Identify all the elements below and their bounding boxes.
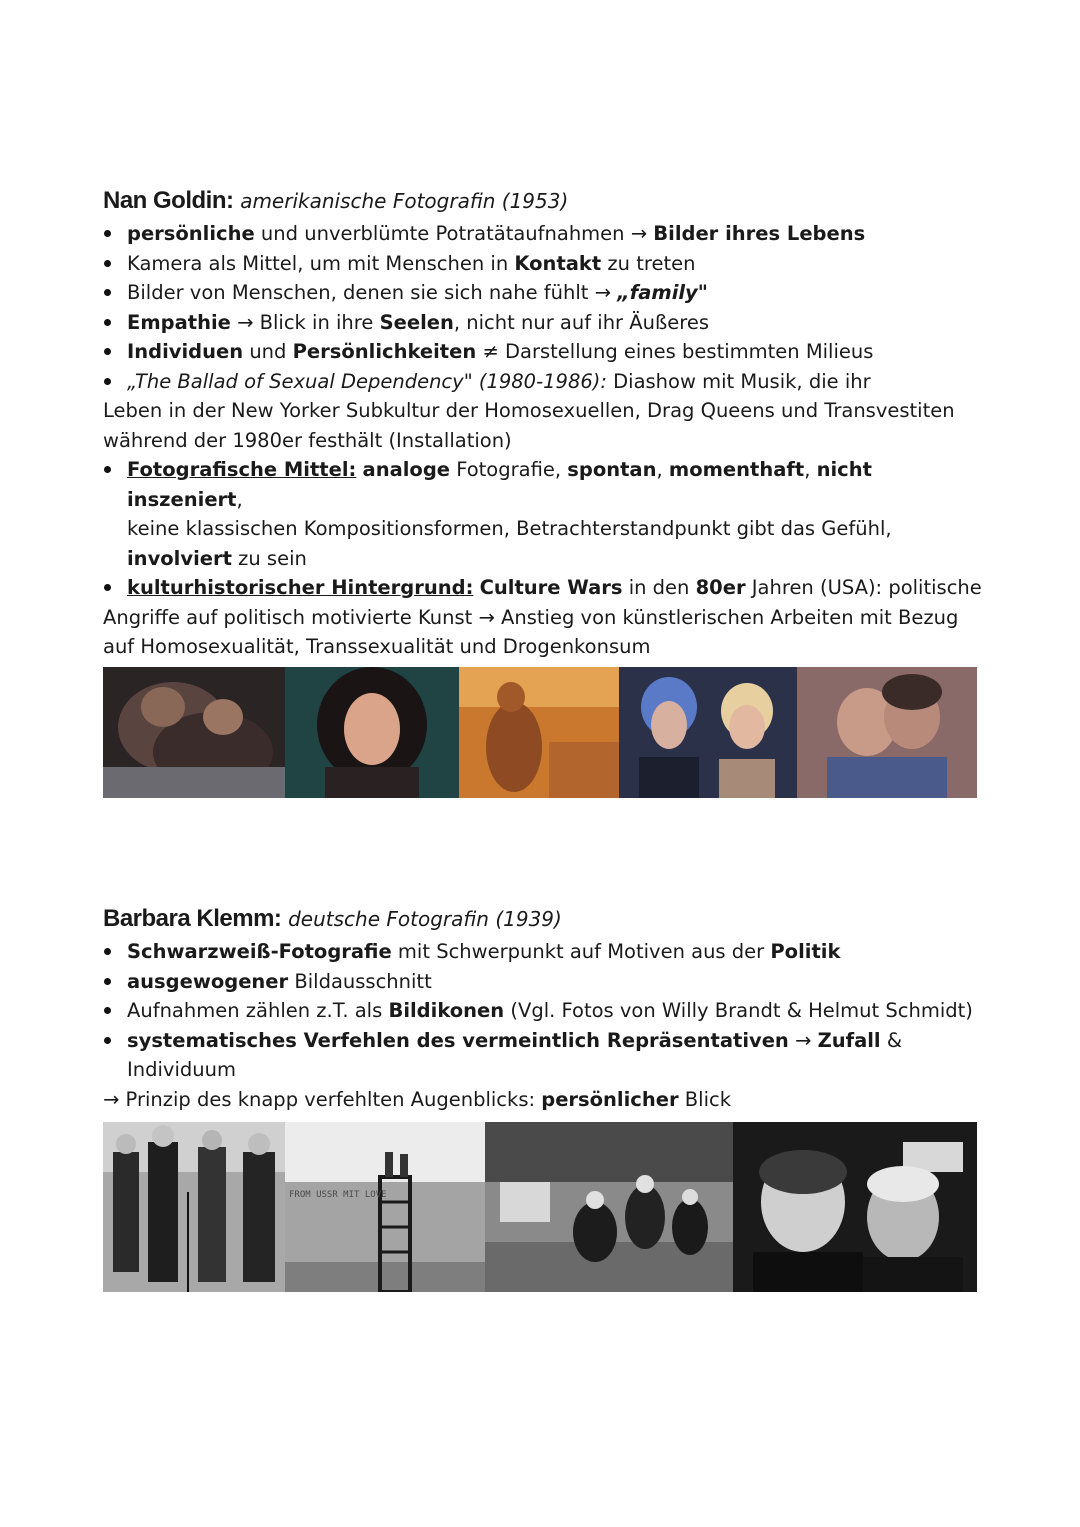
goldin-photo-embrace — [103, 667, 285, 798]
goldin-photo-drag-queens — [619, 667, 797, 798]
goldin-bullet-6: „The Ballad of Sexual Dependency" (1980-1986): Diashow mit Musik, die ihr — [103, 367, 983, 397]
klemm-bullet-3: Aufnahmen zählen z.T. als Bildikonen (Vgl. Fotos von Willy Brandt & Helmut Schmidt) — [103, 996, 983, 1026]
goldin-heading: Nan Goldin: amerikanische Fotografin (1953) — [103, 187, 569, 214]
klemm-bullet-4: systematisches Verfehlen des vermeintlich Repräsentativen → Zufall & Individuum — [103, 1026, 983, 1085]
klemm-section — [103, 904, 983, 1114]
goldin-bullet-3: Bilder von Menschen, denen sie sich nahe fühlt → „family" — [103, 278, 983, 308]
goldin-photo-portrait — [285, 667, 459, 798]
klemm-principle-line: → Prinzip des knapp verfehlten Augenblicks: persönlicher Blick — [103, 1087, 732, 1111]
klemm-heading: Barbara Klemm: deutsche Fotografin (1939) — [103, 905, 562, 932]
klemm-name: Barbara Klemm — [103, 905, 274, 932]
goldin-bullet-5: Individuen und Persönlichkeiten ≠ Darstellung eines bestimmten Milieus — [103, 337, 983, 367]
klemm-photo-riot — [485, 1122, 733, 1292]
goldin-bullet-2: Kamera als Mittel, um mit Menschen in Kontakt zu treten — [103, 249, 983, 279]
goldin-bullet-6-cont-2: während der 1980er festhält (Installation) — [103, 428, 512, 452]
goldin-bullet-1: persönliche und unverblümte Potratätaufnahmen → Bilder ihres Lebens — [103, 219, 983, 249]
klemm-bullet-1: Schwarzweiß-Fotografie mit Schwerpunkt auf Motiven aus der Politik — [103, 937, 983, 967]
goldin-photo-room — [459, 667, 619, 798]
goldin-photo-strip — [103, 667, 977, 798]
goldin-bullet-6-cont-1: Leben in der New Yorker Subkultur der Homosexuellen, Drag Queens und Transvestiten — [103, 399, 955, 422]
wall-graffiti-text: FROM USSR MIT LOVE — [289, 1190, 387, 1200]
goldin-bullet-8: kulturhistorischer Hintergrund: Culture Wars in den 80er Jahren (USA): politische — [103, 573, 983, 603]
klemm-bullet-2: ausgewogener Bildausschnitt — [103, 967, 983, 997]
klemm-description: deutsche Fotografin (1939) — [288, 907, 562, 931]
klemm-photo-berlin-wall — [285, 1122, 485, 1292]
goldin-bullet-4: Empathie → Blick in ihre Seelen, nicht nur auf ihr Äußeres — [103, 308, 983, 338]
goldin-section — [103, 186, 983, 662]
klemm-photo-brandt-schmidt — [733, 1122, 977, 1292]
goldin-description: amerikanische Fotografin (1953) — [240, 189, 569, 213]
goldin-photo-kiss — [797, 667, 977, 798]
goldin-bullet-8-cont-1: Angriffe auf politisch motivierte Kunst → Anstieg von künstlerischen Arbeiten mit Bezug — [103, 605, 959, 629]
goldin-bullet-8-cont-2: auf Homosexualität, Transsexualität und Drogenkonsum — [103, 635, 651, 658]
goldin-name: Nan Goldin — [103, 187, 226, 214]
goldin-bullet-7: Fotografische Mittel: analoge Fotografie, spontan, momenthaft, nicht inszeniert, keine klassischen Kompositionsformen, Betrachterstandpunkt gibt das Gefühl, involviert zu sein — [103, 455, 983, 573]
klemm-photo-politicians — [103, 1122, 285, 1292]
klemm-photo-strip — [103, 1122, 977, 1292]
